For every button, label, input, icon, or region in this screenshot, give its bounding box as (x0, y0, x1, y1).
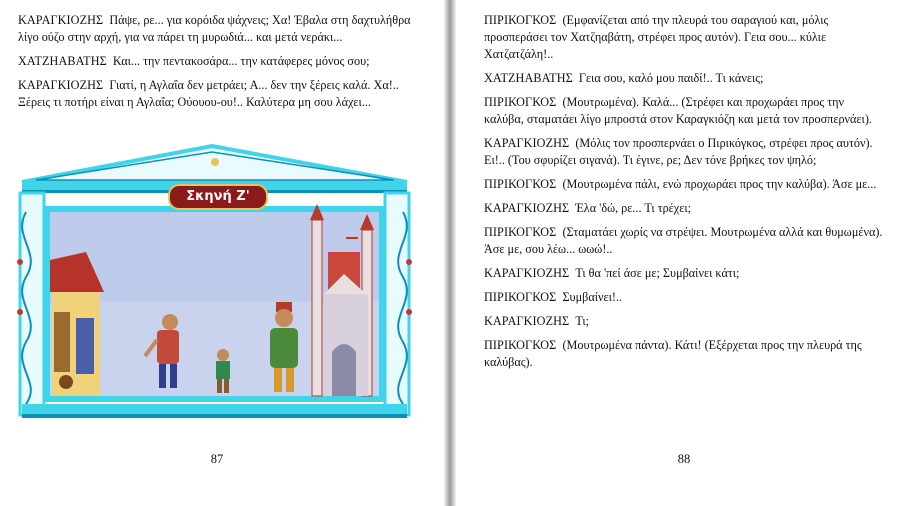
speaker-name: ΠΙΡΙΚΟΓΚΟΣ (484, 177, 557, 191)
page-number: 88 (677, 452, 691, 466)
shadow-theatre-illustration (12, 142, 417, 430)
dialogue-paragraph (484, 337, 886, 371)
speaker-name: ΚΑΡΑΓΚΙΟΖΗΣ (484, 314, 570, 328)
dialogue-paragraph (18, 53, 420, 70)
dialogue-paragraph (484, 70, 886, 87)
dialogue-text: (Σταματάει χωρίς να στρέψει. Μουτρωμένα αλλά και θυμωμένα). Άσε με, σου λέω... ωωώ!.. (484, 225, 883, 256)
left-page-text (18, 12, 420, 118)
speaker-name: ΧΑΤΖΗΑΒΑΤΗΣ (18, 54, 107, 68)
dialogue-text: Και... την πεντακοσάρα... την κατάφερες μόνος σου; (112, 54, 370, 68)
left-page (0, 0, 444, 506)
dialogue-paragraph (484, 135, 886, 169)
speaker-name: ΠΙΡΙΚΟΓΚΟΣ (484, 95, 557, 109)
dialogue-text: (Μουτρωμένα). Καλά... (Στρέφει και προχωράει προς την καλύβα, σταματάει λίγο μπροστά στον Καραγκιόζη και μετά τον προσπερνάει). (484, 95, 872, 126)
dialogue-paragraph (484, 176, 886, 193)
dialogue-paragraph (484, 224, 886, 258)
dialogue-text: (Μουτρωμένα πάντα). Κάτι! (Εξέρχεται προς την πλευρά της καλύβας). (484, 338, 862, 369)
speaker-name: ΚΑΡΑΓΚΙΟΖΗΣ (18, 78, 104, 92)
dialogue-paragraph (484, 289, 886, 306)
dialogue-text: (Μουτρωμένα πάλι, ενώ προχωράει προς την καλύβα). Άσε με... (562, 177, 877, 191)
speaker-name: ΚΑΡΑΓΚΙΟΖΗΣ (484, 136, 570, 150)
scene-label: Σκηνή Ζ' (168, 184, 268, 210)
dialogue-text: Γιατί, η Αγλαΐα δεν μετράει; Α... δεν την ξέρεις καλά. Χα!.. Ξέρεις τι ποτήρι είναι η Αγλαΐα; Ούουου-ου!.. Καλύτερα μη σου λάχει... (18, 78, 399, 109)
dialogue-text: (Μόλις τον προσπερνάει ο Πιρικόγκος, στρέφει προς αυτόν). Ει!.. (Του σφυρίζει σιγανά). Τι έγινε, ρε; Δεν τόνε βρήκες τον ψηλό; (484, 136, 873, 167)
speaker-name: ΠΙΡΙΚΟΓΚΟΣ (484, 225, 557, 239)
right-page-text (484, 12, 886, 378)
dialogue-paragraph (18, 12, 420, 46)
dialogue-paragraph (18, 77, 420, 111)
book-gutter (444, 0, 456, 506)
speaker-name: ΚΑΡΑΓΚΙΟΖΗΣ (484, 201, 570, 215)
speaker-name: ΧΑΤΖΗΑΒΑΤΗΣ (484, 71, 573, 85)
page-number: 87 (210, 452, 224, 466)
speaker-name: ΠΙΡΙΚΟΓΚΟΣ (484, 290, 557, 304)
speaker-name: ΠΙΡΙΚΟΓΚΟΣ (484, 338, 557, 352)
dialogue-paragraph (484, 12, 886, 63)
right-page (456, 0, 901, 506)
dialogue-text: Πάψε, ρε... για κορόιδα ψάχνεις; Χα! Έβαλα στη δαχτυλήθρα λίγο ούζο στην αρχή, για να πάρει τη μυρωδιά... και μετά νεράκι... (18, 13, 411, 44)
dialogue-text: (Εμφανίζεται από την πλευρά του σαραγιού και, μόλις προσπεράσει τον Χατζηαβάτη, στρέφει προς αυτόν). Γεια σου... κύλιε Χατζατζάλη!.. (484, 13, 829, 61)
dialogue-paragraph (484, 94, 886, 128)
dialogue-paragraph (484, 200, 886, 217)
dialogue-text: Έλα 'δώ, ρε... Τι τρέχει; (575, 201, 691, 215)
speaker-name: ΠΙΡΙΚΟΓΚΟΣ (484, 13, 557, 27)
dialogue-paragraph (484, 265, 886, 282)
dialogue-text: Γεια σου, καλό μου παιδί!.. Τι κάνεις; (578, 71, 764, 85)
dialogue-text: Τι θα 'πεί άσε με; Συμβαίνει κάτι; (575, 266, 740, 280)
dialogue-paragraph (484, 313, 886, 330)
speaker-name: ΚΑΡΑΓΚΙΟΖΗΣ (484, 266, 570, 280)
dialogue-text: Τι; (575, 314, 590, 328)
dialogue-text: Συμβαίνει!.. (562, 290, 623, 304)
speaker-name: ΚΑΡΑΓΚΙΟΖΗΣ (18, 13, 104, 27)
